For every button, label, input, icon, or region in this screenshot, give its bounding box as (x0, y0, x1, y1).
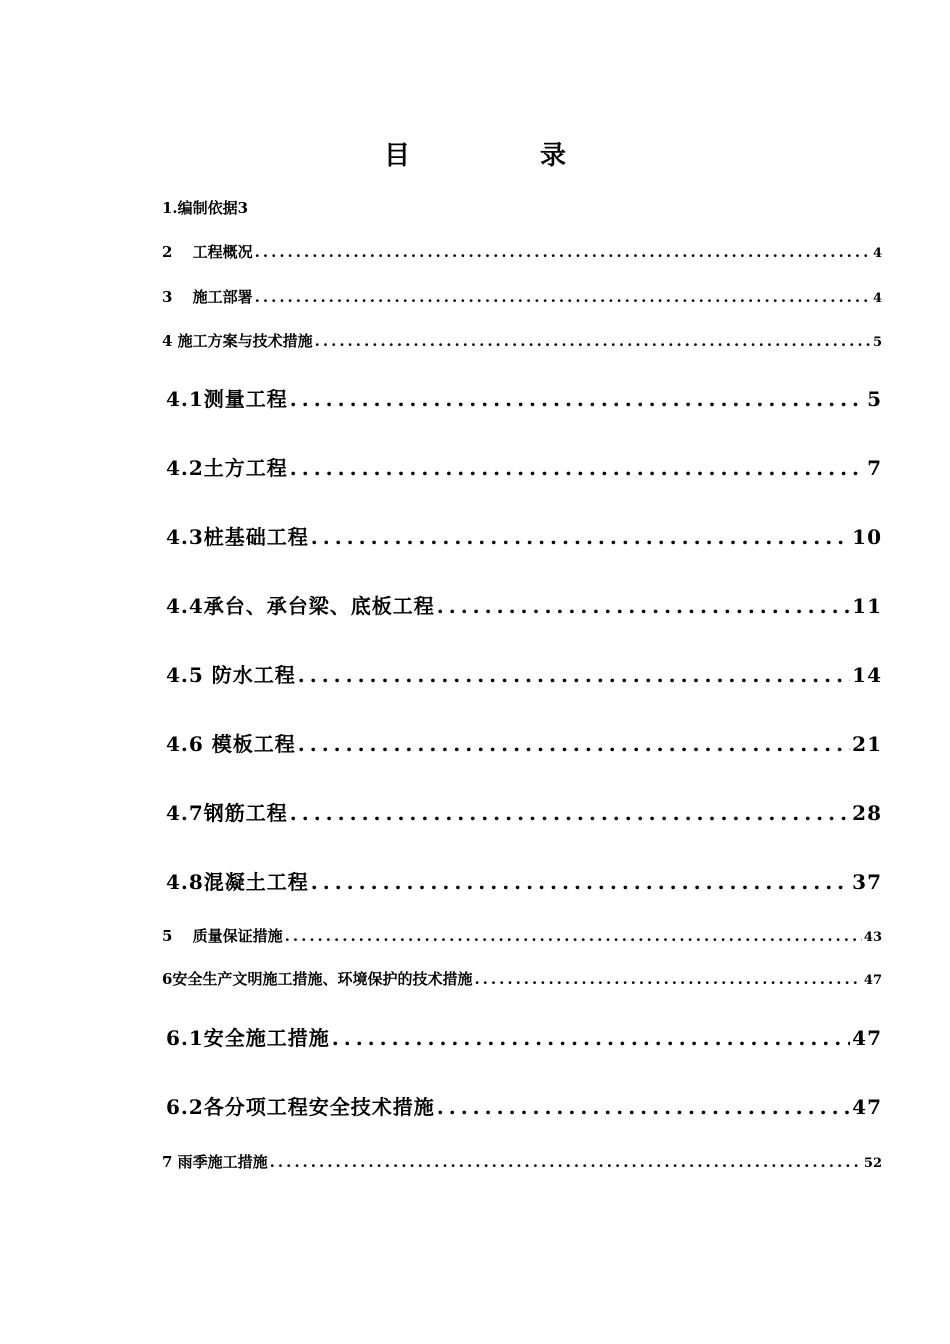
toc-leader-dots (290, 456, 865, 480)
toc-entry-text: 4.1测量工程 (166, 387, 288, 411)
toc-entry-text: 1.编制依据3 (162, 199, 249, 217)
toc-leader-dots (270, 1153, 862, 1171)
toc-entry-page: 47 (863, 973, 882, 988)
toc-entry-text: 2 工程概况 (162, 243, 253, 261)
toc-entry-3 (162, 286, 882, 307)
toc-entry-text: 4 施工方案与技术措施 (162, 332, 313, 350)
toc-entry-page: 4 (872, 246, 882, 261)
toc-entry-page: 47 (852, 1095, 882, 1119)
toc-entry-page: 11 (852, 594, 882, 618)
toc-leader-dots (298, 732, 850, 756)
toc-entry-4-3 (166, 521, 882, 550)
toc-entry-page: 47 (852, 1026, 882, 1050)
toc-entry-4-5 (166, 659, 882, 688)
toc-entry-text: 4.6 模板工程 (166, 732, 296, 756)
toc-entry-page: 21 (852, 732, 882, 756)
toc-entry-page: 10 (852, 525, 882, 549)
toc-entry-text: 6.2各分项工程安全技术措施 (166, 1095, 435, 1119)
toc-entry-4-6 (166, 728, 882, 757)
toc-entry-page: 28 (852, 801, 882, 825)
toc-entry-text: 6.1安全施工措施 (166, 1026, 330, 1050)
toc-entry-text: 4.7钢筋工程 (166, 801, 288, 825)
toc-entry-text: 4.4承台、承台梁、底板工程 (166, 594, 435, 618)
toc-entry-4-7 (166, 797, 882, 826)
toc-leader-dots (290, 387, 865, 411)
toc-leader-dots (315, 332, 871, 350)
toc-leader-dots (437, 594, 850, 618)
toc-leader-dots (437, 1095, 850, 1119)
toc-entry-page: 7 (867, 456, 882, 480)
toc-leader-dots (311, 525, 850, 549)
toc-entry-text: 4.3桩基础工程 (166, 525, 309, 549)
toc-entry-1 (162, 197, 882, 218)
toc-entry-text: 6安全生产文明施工措施、环境保护的技术措施 (162, 970, 473, 988)
toc-entry-4-2 (166, 452, 882, 481)
toc-entry-6-1 (166, 1022, 882, 1051)
toc-entry-5 (162, 925, 882, 946)
toc-entry-2 (162, 241, 882, 262)
toc-leader-dots (311, 870, 850, 894)
toc-leader-dots (332, 1026, 850, 1050)
toc-leader-dots (474, 970, 861, 988)
toc-entry-4-8 (166, 866, 882, 895)
toc-entry-6 (162, 968, 882, 989)
toc-leader-dots (298, 663, 850, 687)
toc-entry-4-4 (166, 590, 882, 619)
toc-entry-page: 52 (863, 1156, 882, 1171)
toc-leader-dots (290, 801, 850, 825)
toc-entry-text: 7 雨季施工措施 (162, 1153, 268, 1171)
toc-entry-page: 37 (852, 870, 882, 894)
toc-entry-text: 3 施工部署 (162, 288, 253, 306)
toc-entry-page: 5 (867, 387, 882, 411)
toc-entry-page: 5 (872, 335, 882, 350)
toc-entry-page: 14 (852, 663, 882, 687)
toc-entry-text: 4.5 防水工程 (166, 663, 296, 687)
toc-entry-text: 5 质量保证措施 (162, 927, 283, 945)
toc-entry-text: 4.8混凝土工程 (166, 870, 309, 894)
toc-entry-page: 43 (863, 930, 882, 945)
toc-entry-4 (162, 330, 882, 351)
toc-entry-6-2 (166, 1091, 882, 1120)
toc-leader-dots (255, 288, 871, 306)
toc-leader-dots (255, 243, 871, 261)
toc-entry-text: 4.2土方工程 (166, 456, 288, 480)
toc-title: 目 录 (383, 141, 618, 171)
toc-leader-dots (285, 927, 862, 945)
toc-entry-4-1 (166, 383, 882, 412)
toc-entry-page: 4 (872, 291, 882, 306)
toc-entry-7 (162, 1151, 882, 1172)
